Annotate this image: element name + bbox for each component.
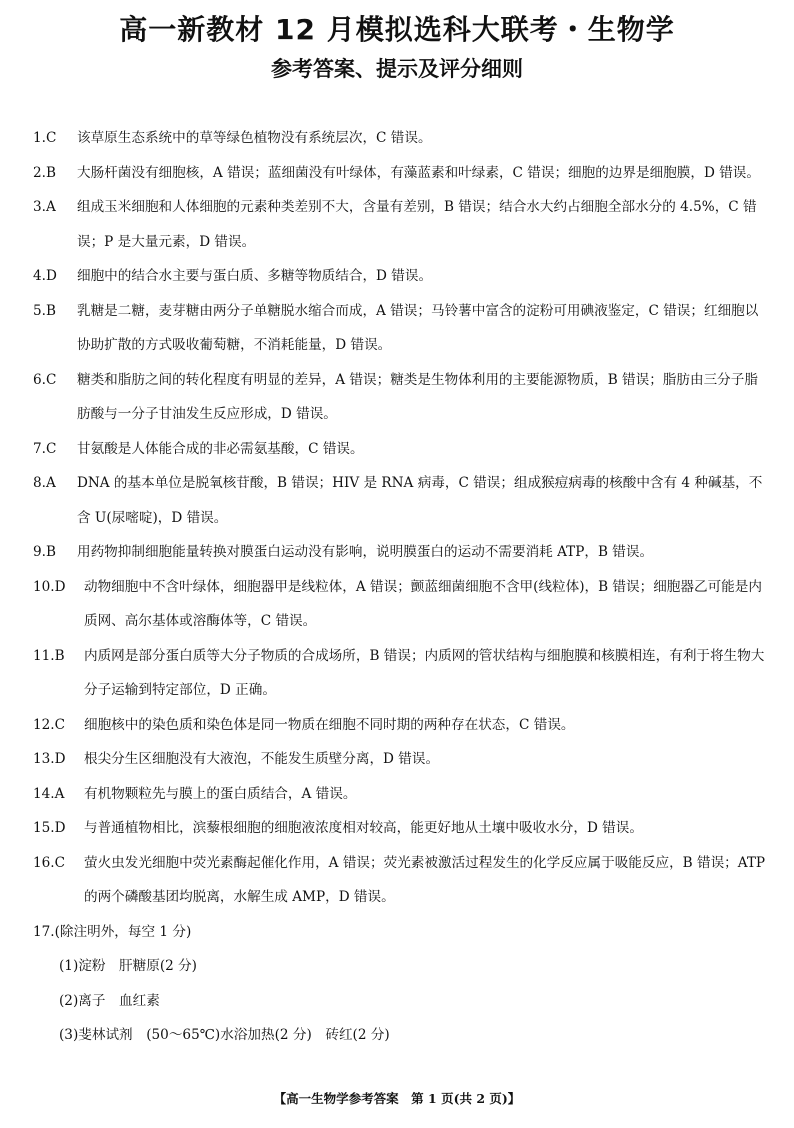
answer-item-3 — [33, 190, 767, 259]
answer-item-16 — [33, 846, 767, 915]
answer-explanation: 内质网是部分蛋白质等大分子物质的合成场所，B 错误；内质网的管状结构与细胞膜和核膜相连，有利于将生物大分子运输到特定部位，D 正确。 — [84, 647, 765, 698]
answer-explanation: 乳糖是二糖，麦芽糖由两分子单糖脱水缩合而成，A 错误；马铃薯中富含的淀粉可用碘液鉴定，C 错误；红细胞以协助扩散的方式吸收葡萄糖，不消耗能量，D 错误。 — [77, 302, 759, 353]
answer-number: 10.D — [33, 578, 66, 595]
footer-label: 【高一生物学参考答案 第 1 页(共 2 页)】 — [273, 1091, 521, 1106]
answer-number: 5.B — [33, 302, 56, 319]
page-footer — [0, 1089, 794, 1109]
answer-number: 2.B — [33, 164, 56, 181]
answer-explanation: 用药物抑制细胞能量转换对膜蛋白运动没有影响，说明膜蛋白的运动不需要消耗 ATP，B 错误。 — [77, 544, 654, 560]
answer-explanation: 根尖分生区细胞没有大液泡，不能发生质壁分离，D 错误。 — [84, 751, 440, 767]
answer-explanation: 大肠杆菌没有细胞核，A 错误；蓝细菌没有叶绿体，有藻蓝素和叶绿素，C 错误；细胞的边界是细胞膜，D 错误。 — [77, 164, 760, 181]
answer-number: 11.B — [33, 647, 65, 664]
answer-item-6 — [33, 363, 767, 432]
answer-number: 4.D — [33, 268, 57, 284]
answer-item-12 — [33, 708, 767, 743]
answer-item-8 — [33, 466, 767, 535]
answer-item-1 — [33, 121, 767, 156]
answer-explanation: DNA 的基本单位是脱氧核苷酸，B 错误；HIV 是 RNA 病毒，C 错误；组成猴痘病毒的核酸中含有 4 种碱基，不含 U(尿嘧啶)，D 错误。 — [77, 475, 763, 526]
answer-item-7 — [33, 432, 767, 467]
answer-item-4 — [33, 259, 767, 294]
answer-explanation: 组成玉米细胞和人体细胞的元素种类差别不大，含量有差别，B 错误；结合水大约占细胞全部水分的 4.5%，C 错误；P 是大量元素，D 错误。 — [77, 199, 757, 250]
question-17-part-2: (2)离子 血红素 — [59, 992, 160, 1009]
answer-item-2 — [33, 156, 767, 191]
answer-number: 6.C — [33, 371, 57, 388]
question-17-part-1: (1)淀粉 肝糖原(2 分) — [59, 958, 197, 974]
answer-explanation: 动物细胞中不含叶绿体，细胞器甲是线粒体，A 错误；颤蓝细菌细胞不含甲(线粒体)，B 错误；细胞器乙可能是内质网、高尔基体或溶酶体等，C 错误。 — [84, 578, 762, 629]
answer-list — [33, 121, 767, 1053]
answer-number: 7.C — [33, 440, 57, 457]
page-subtitle: 参考答案、提示及评分细则 — [271, 57, 523, 81]
answer-number: 14.A — [33, 785, 65, 802]
answer-item-14 — [33, 777, 767, 812]
answer-explanation: 甘氨酸是人体能合成的非必需氨基酸，C 错误。 — [77, 440, 364, 457]
answer-explanation: 糖类和脂肪之间的转化程度有明显的差异，A 错误；糖类是生物体利用的主要能源物质，B 错误；脂肪由三分子脂肪酸与一分子甘油发生反应形成，D 错误。 — [77, 371, 758, 422]
answer-item-10 — [33, 570, 767, 639]
answer-number: 3.A — [33, 199, 56, 215]
answer-number: 1.C — [33, 130, 57, 146]
answer-item-9 — [33, 535, 767, 570]
question-17-heading: 17.(除注明外，每空 1 分) — [33, 923, 192, 940]
answer-explanation: 与普通植物相比，滨藜根细胞的细胞液浓度相对较高，能更好地从土壤中吸收水分，D 错误。 — [84, 820, 643, 836]
answer-number: 13.D — [33, 751, 66, 767]
answer-explanation: 该草原生态系统中的草等绿色植物没有系统层次，C 错误。 — [77, 130, 432, 146]
answer-item-13 — [33, 742, 767, 777]
answer-item-11 — [33, 639, 767, 708]
answer-number: 9.B — [33, 544, 56, 560]
answer-number: 16.C — [33, 854, 66, 871]
answer-explanation: 萤火虫发光细胞中荧光素酶起催化作用，A 错误；荧光素被激活过程发生的化学反应属于吸能反应，B 错误；ATP 的两个磷酸基团均脱离，水解生成 AMP，D 错误。 — [84, 854, 766, 905]
answer-explanation: 细胞中的结合水主要与蛋白质、多糖等物质结合，D 错误。 — [77, 268, 433, 284]
answer-item-15 — [33, 811, 767, 846]
answer-item-5 — [33, 294, 767, 363]
answer-number: 15.D — [33, 820, 66, 836]
answer-number: 12.C — [33, 716, 66, 733]
question-17-part-3: (3)斐林试剂 (50～65℃)水浴加热(2 分) 砖红(2 分) — [59, 1027, 390, 1043]
answer-explanation: 细胞核中的染色质和染色体是同一物质在细胞不同时期的两种存在状态，C 错误。 — [84, 716, 575, 733]
answer-number: 8.A — [33, 475, 56, 491]
page-title: 高一新教材 12 月模拟选科大联考・生物学 — [119, 13, 675, 46]
answer-explanation: 有机物颗粒先与膜上的蛋白质结合，A 错误。 — [84, 785, 357, 802]
